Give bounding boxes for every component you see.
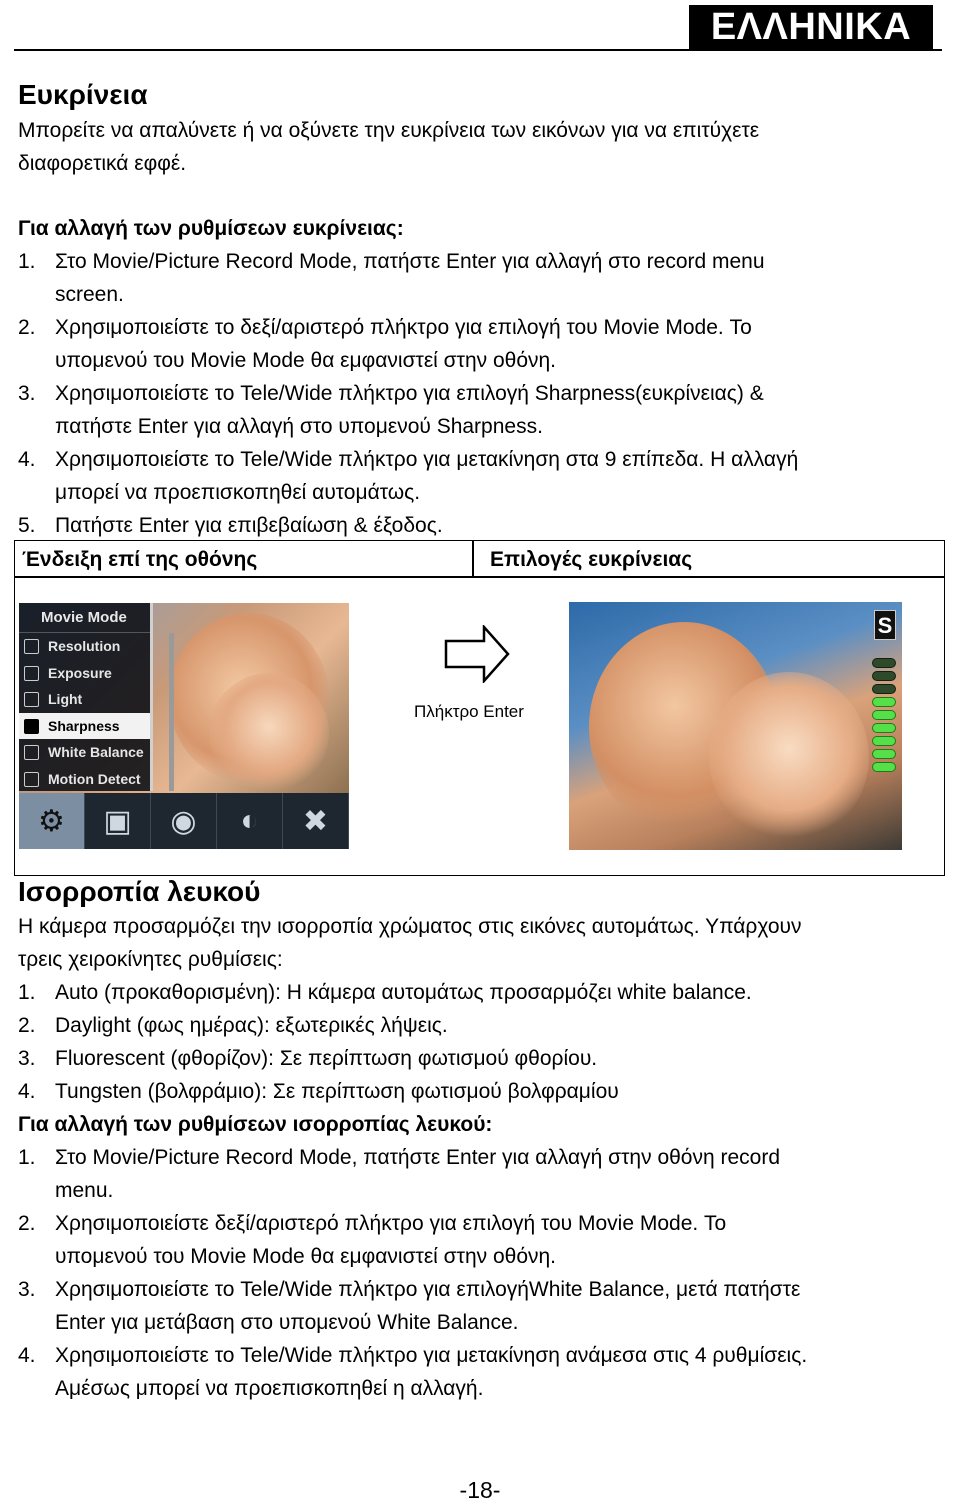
list-item (18, 245, 953, 311)
sharpness-level-bar (872, 684, 896, 694)
white-balance-title: Ισορροπία λευκού (18, 876, 261, 907)
list-item (18, 1273, 953, 1339)
list-item (18, 1009, 953, 1042)
menu-item-light[interactable] (19, 686, 150, 713)
menu-item-resolution[interactable] (19, 633, 150, 660)
step-text: Χρησιμοποιείστε το δεξί/αριστερό πλήκτρο για επιλογή του Movie Mode. Το (55, 316, 752, 339)
step-number: 3. (18, 382, 36, 405)
step-text: menu. (55, 1179, 114, 1202)
menu-item-motion-detect[interactable] (19, 766, 150, 793)
step-text: Χρησιμοποιείστε δεξί/αριστερό πλήκτρο για επιλογή του Movie Mode. Το (55, 1212, 727, 1235)
option-number: 2. (18, 1014, 36, 1037)
option-number: 3. (18, 1047, 36, 1070)
sharpness-intro-line: Μπορείτε να απαλύνετε ή να οξύνετε την ευκρίνεια των εικόνων για να επιτύχετε (18, 119, 760, 142)
menu-item-sharpness[interactable] (19, 713, 150, 740)
menu-item-label: Sharpness (48, 717, 120, 734)
photo-child-face (709, 672, 869, 842)
white-balance-steps-heading: Για αλλαγή των ρυθμίσεων ισορροπίας λευκού: (18, 1113, 493, 1136)
tools-icon[interactable]: ✖ (283, 793, 349, 849)
sharpness-mode-icon: S (874, 610, 896, 640)
right-arrow-icon (444, 625, 510, 683)
mode-toolbar (19, 793, 349, 849)
step-text: Χρησιμοποιείστε το Tele/Wide πλήκτρο για επιλογήWhite Balance, μετά πατήστε (55, 1278, 801, 1301)
menu-title: Movie Mode (19, 603, 150, 633)
step-number: 4. (18, 1344, 36, 1367)
palette-icon[interactable]: ◐ (217, 793, 283, 849)
microphone-icon[interactable]: ◉ (151, 793, 217, 849)
option-number: 4. (18, 1080, 36, 1103)
table-header-screen-display: Ένδειξη επί της οθόνης (22, 548, 258, 571)
step-number: 2. (18, 1212, 36, 1235)
option-text: Tungsten (βολφράμιο): Σε περίπτωση φωτισμού βολφραμίου (55, 1080, 619, 1103)
sharpness-level-bar (872, 749, 896, 759)
list-item (18, 1141, 953, 1207)
table-header-divider (14, 576, 945, 578)
list-item (18, 1207, 953, 1273)
sharpness-level-bar (872, 658, 896, 668)
list-item (18, 1339, 953, 1405)
header-rule (14, 49, 942, 51)
option-text: Auto (προκαθορισμένη): Η κάμερα αυτομάτως προσαρμόζει white balance. (55, 981, 752, 1004)
white-balance-intro-line: Η κάμερα προσαρμόζει την ισορροπία χρώματος στις εικόνες αυτομάτως. Υπάρχουν (18, 915, 802, 938)
sharpness-level-bar (872, 736, 896, 746)
table-header-sharpness-options: Επιλογές ευκρίνειας (490, 548, 693, 571)
language-badge: ΕΛΛΗΝΙΚΑ (689, 5, 933, 49)
menu-item-label: Resolution (48, 638, 121, 654)
white-balance-options-list (18, 976, 953, 1108)
sharpness-level-bar (872, 697, 896, 707)
osd-menu-screenshot (19, 603, 349, 849)
step-text: υπομενού του Movie Mode θα εμφανιστεί στην οθόνη. (55, 349, 557, 372)
movie-mode-menu (19, 603, 153, 791)
white-balance-intro (18, 910, 801, 976)
sharpness-level-bar (872, 671, 896, 681)
camera-icon[interactable]: ▣ (85, 793, 151, 849)
motion-detect-icon (24, 772, 39, 787)
film-reel-icon[interactable]: ⚙ (19, 793, 85, 849)
step-text: Χρησιμοποιείστε το Tele/Wide πλήκτρο για μετακίνηση στα 9 επίπεδα. Η αλλαγή (55, 448, 799, 471)
step-text: Στο Movie/Picture Record Mode, πατήστε Enter για αλλαγή στην οθόνη record (55, 1146, 781, 1169)
step-number: 1. (18, 250, 36, 273)
sharpness-intro-line: διαφορετικά εφφέ. (18, 152, 187, 175)
option-text: Daylight (φως ημέρας): εξωτερικές λήψεις. (55, 1014, 448, 1037)
sharpness-level-bar (872, 710, 896, 720)
step-text: Στο Movie/Picture Record Mode, πατήστε Enter για αλλαγή στο record menu (55, 250, 765, 273)
white-balance-intro-line: τρεις χειροκίνητες ρυθμίσεις: (18, 948, 283, 971)
list-item (18, 976, 953, 1009)
list-item (18, 377, 953, 443)
sharpness-level-bar (872, 723, 896, 733)
menu-item-white-balance[interactable] (19, 739, 150, 766)
list-item (18, 509, 953, 542)
page-number: -18- (459, 1477, 501, 1501)
step-text: μπορεί να προεπισκοπηθεί αυτομάτως. (55, 481, 421, 504)
sharpness-steps-heading: Για αλλαγή των ρυθμίσεων ευκρίνειας: (18, 217, 404, 240)
step-text: πατήστε Enter για αλλαγή στο υπομενού Sharpness. (55, 415, 543, 438)
sharpness-icon (24, 719, 39, 734)
step-text: υπομενού του Movie Mode θα εμφανιστεί στην οθόνη. (55, 1245, 557, 1268)
step-number: 4. (18, 448, 36, 471)
white-balance-steps-list (18, 1141, 953, 1405)
photo-child-face (209, 673, 329, 793)
list-item (18, 1075, 953, 1108)
step-text: screen. (55, 283, 124, 306)
menu-item-exposure[interactable] (19, 660, 150, 687)
step-text: Πατήστε Enter για επιβεβαίωση & έξοδος. (55, 514, 443, 537)
sharpness-preview-screenshot (569, 602, 902, 850)
sharpness-level-bar (872, 762, 896, 772)
menu-item-label: Exposure (48, 664, 112, 681)
step-number: 2. (18, 316, 36, 339)
list-item (18, 1042, 953, 1075)
menu-scrollbar[interactable] (169, 633, 174, 791)
step-text: Αμέσως μπορεί να προεπισκοπηθεί η αλλαγή. (55, 1377, 484, 1400)
sharpness-level-indicator (872, 658, 896, 775)
menu-item-label: White Balance (48, 744, 144, 760)
option-number: 1. (18, 981, 36, 1004)
enter-key-caption: Πλήκτρο Enter (414, 702, 524, 721)
table-column-divider (472, 540, 474, 577)
step-number: 3. (18, 1278, 36, 1301)
white-balance-icon (24, 745, 39, 760)
step-number: 1. (18, 1146, 36, 1169)
step-text: Enter για μετάβαση στο υπομενού White Balance. (55, 1311, 519, 1334)
exposure-icon (24, 666, 39, 681)
list-item (18, 311, 953, 377)
step-text: Χρησιμοποιείστε το Tele/Wide πλήκτρο για μετακίνηση ανάμεσα στις 4 ρυθμίσεις. (55, 1344, 808, 1367)
resolution-icon (24, 639, 39, 654)
sharpness-title: Ευκρίνεια (18, 79, 148, 110)
step-text: Χρησιμοποιείστε το Tele/Wide πλήκτρο για επιλογή Sharpness(ευκρίνειας) & (55, 382, 764, 405)
sharpness-intro (18, 114, 759, 180)
sharpness-steps-list (18, 245, 953, 542)
light-icon (24, 692, 39, 707)
option-text: Fluorescent (φθορίζον): Σε περίπτωση φωτισμού φθορίου. (55, 1047, 598, 1070)
menu-item-label: Motion Detect (48, 770, 141, 787)
menu-item-label: Light (48, 691, 83, 707)
list-item (18, 443, 953, 509)
step-number: 5. (18, 514, 36, 537)
